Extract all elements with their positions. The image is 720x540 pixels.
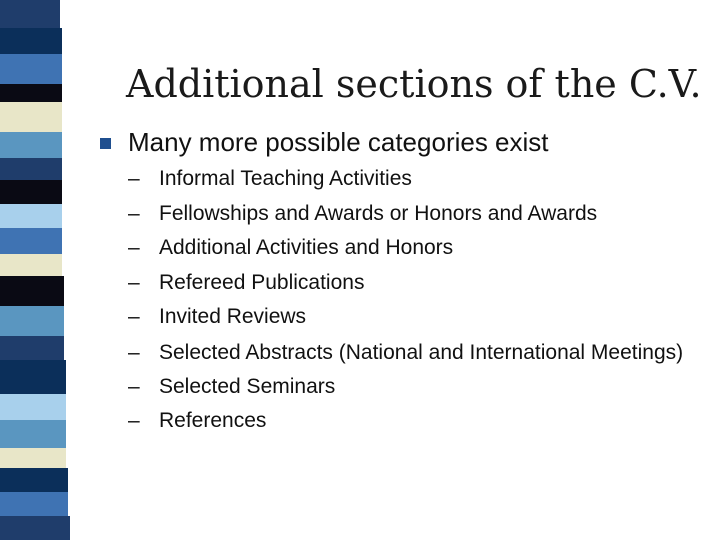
strip-block: [0, 102, 62, 132]
sub-bullet-text: References: [159, 409, 267, 432]
dash-bullet-icon: –: [128, 236, 140, 259]
sub-bullet-item: [128, 266, 708, 301]
strip-block: [0, 420, 66, 448]
dash-bullet-icon: –: [128, 270, 140, 294]
strip-block: [0, 158, 62, 180]
sub-bullet-list: [128, 162, 708, 439]
sub-bullet-item: [128, 197, 708, 232]
sub-bullet-text: Invited Reviews: [159, 305, 307, 328]
strip-block: [0, 204, 62, 228]
strip-block: [0, 516, 70, 540]
dash-bullet-icon: –: [128, 305, 140, 328]
main-bullet-text: Many more possible categories exist: [128, 127, 549, 157]
strip-block: [0, 28, 62, 54]
strip-block: [0, 360, 66, 394]
strip-block: [0, 306, 64, 336]
dash-bullet-icon: –: [128, 201, 140, 225]
sub-bullet-text: Selected Seminars: [159, 374, 336, 398]
strip-block: [0, 492, 68, 516]
strip-block: [0, 336, 64, 360]
dash-bullet-icon: –: [128, 374, 140, 398]
slide-title: Additional sections of the C.V.: [126, 62, 702, 106]
strip-block: [0, 448, 66, 468]
strip-block: [0, 394, 66, 420]
square-bullet-icon: [100, 138, 111, 149]
decorative-side-strip: [0, 0, 72, 540]
sub-bullet-item: [128, 404, 708, 439]
sub-bullet-text: Selected Abstracts (National and International Meetings): [159, 340, 684, 364]
dash-bullet-icon: –: [128, 409, 140, 432]
main-bullet: [96, 124, 706, 160]
sub-bullet-item: [128, 300, 708, 335]
sub-bullet-item: [128, 231, 708, 266]
sub-bullet-item: [128, 335, 708, 370]
strip-block: [0, 276, 64, 306]
strip-block: [0, 0, 60, 28]
dash-bullet-icon: –: [128, 340, 140, 364]
sub-bullet-text: Fellowships and Awards or Honors and Awards: [159, 201, 598, 225]
sub-bullet-text: Additional Activities and Honors: [159, 236, 454, 259]
sub-bullet-item: [128, 370, 708, 405]
strip-block: [0, 132, 62, 158]
dash-bullet-icon: –: [128, 167, 140, 190]
strip-block: [0, 254, 62, 276]
strip-block: [0, 228, 62, 254]
strip-block: [0, 54, 62, 84]
strip-block: [0, 180, 62, 204]
sub-bullet-text: Informal Teaching Activities: [159, 167, 412, 190]
strip-block: [0, 468, 68, 492]
sub-bullet-item: [128, 162, 708, 197]
strip-block: [0, 84, 62, 102]
sub-bullet-text: Refereed Publications: [159, 270, 365, 294]
